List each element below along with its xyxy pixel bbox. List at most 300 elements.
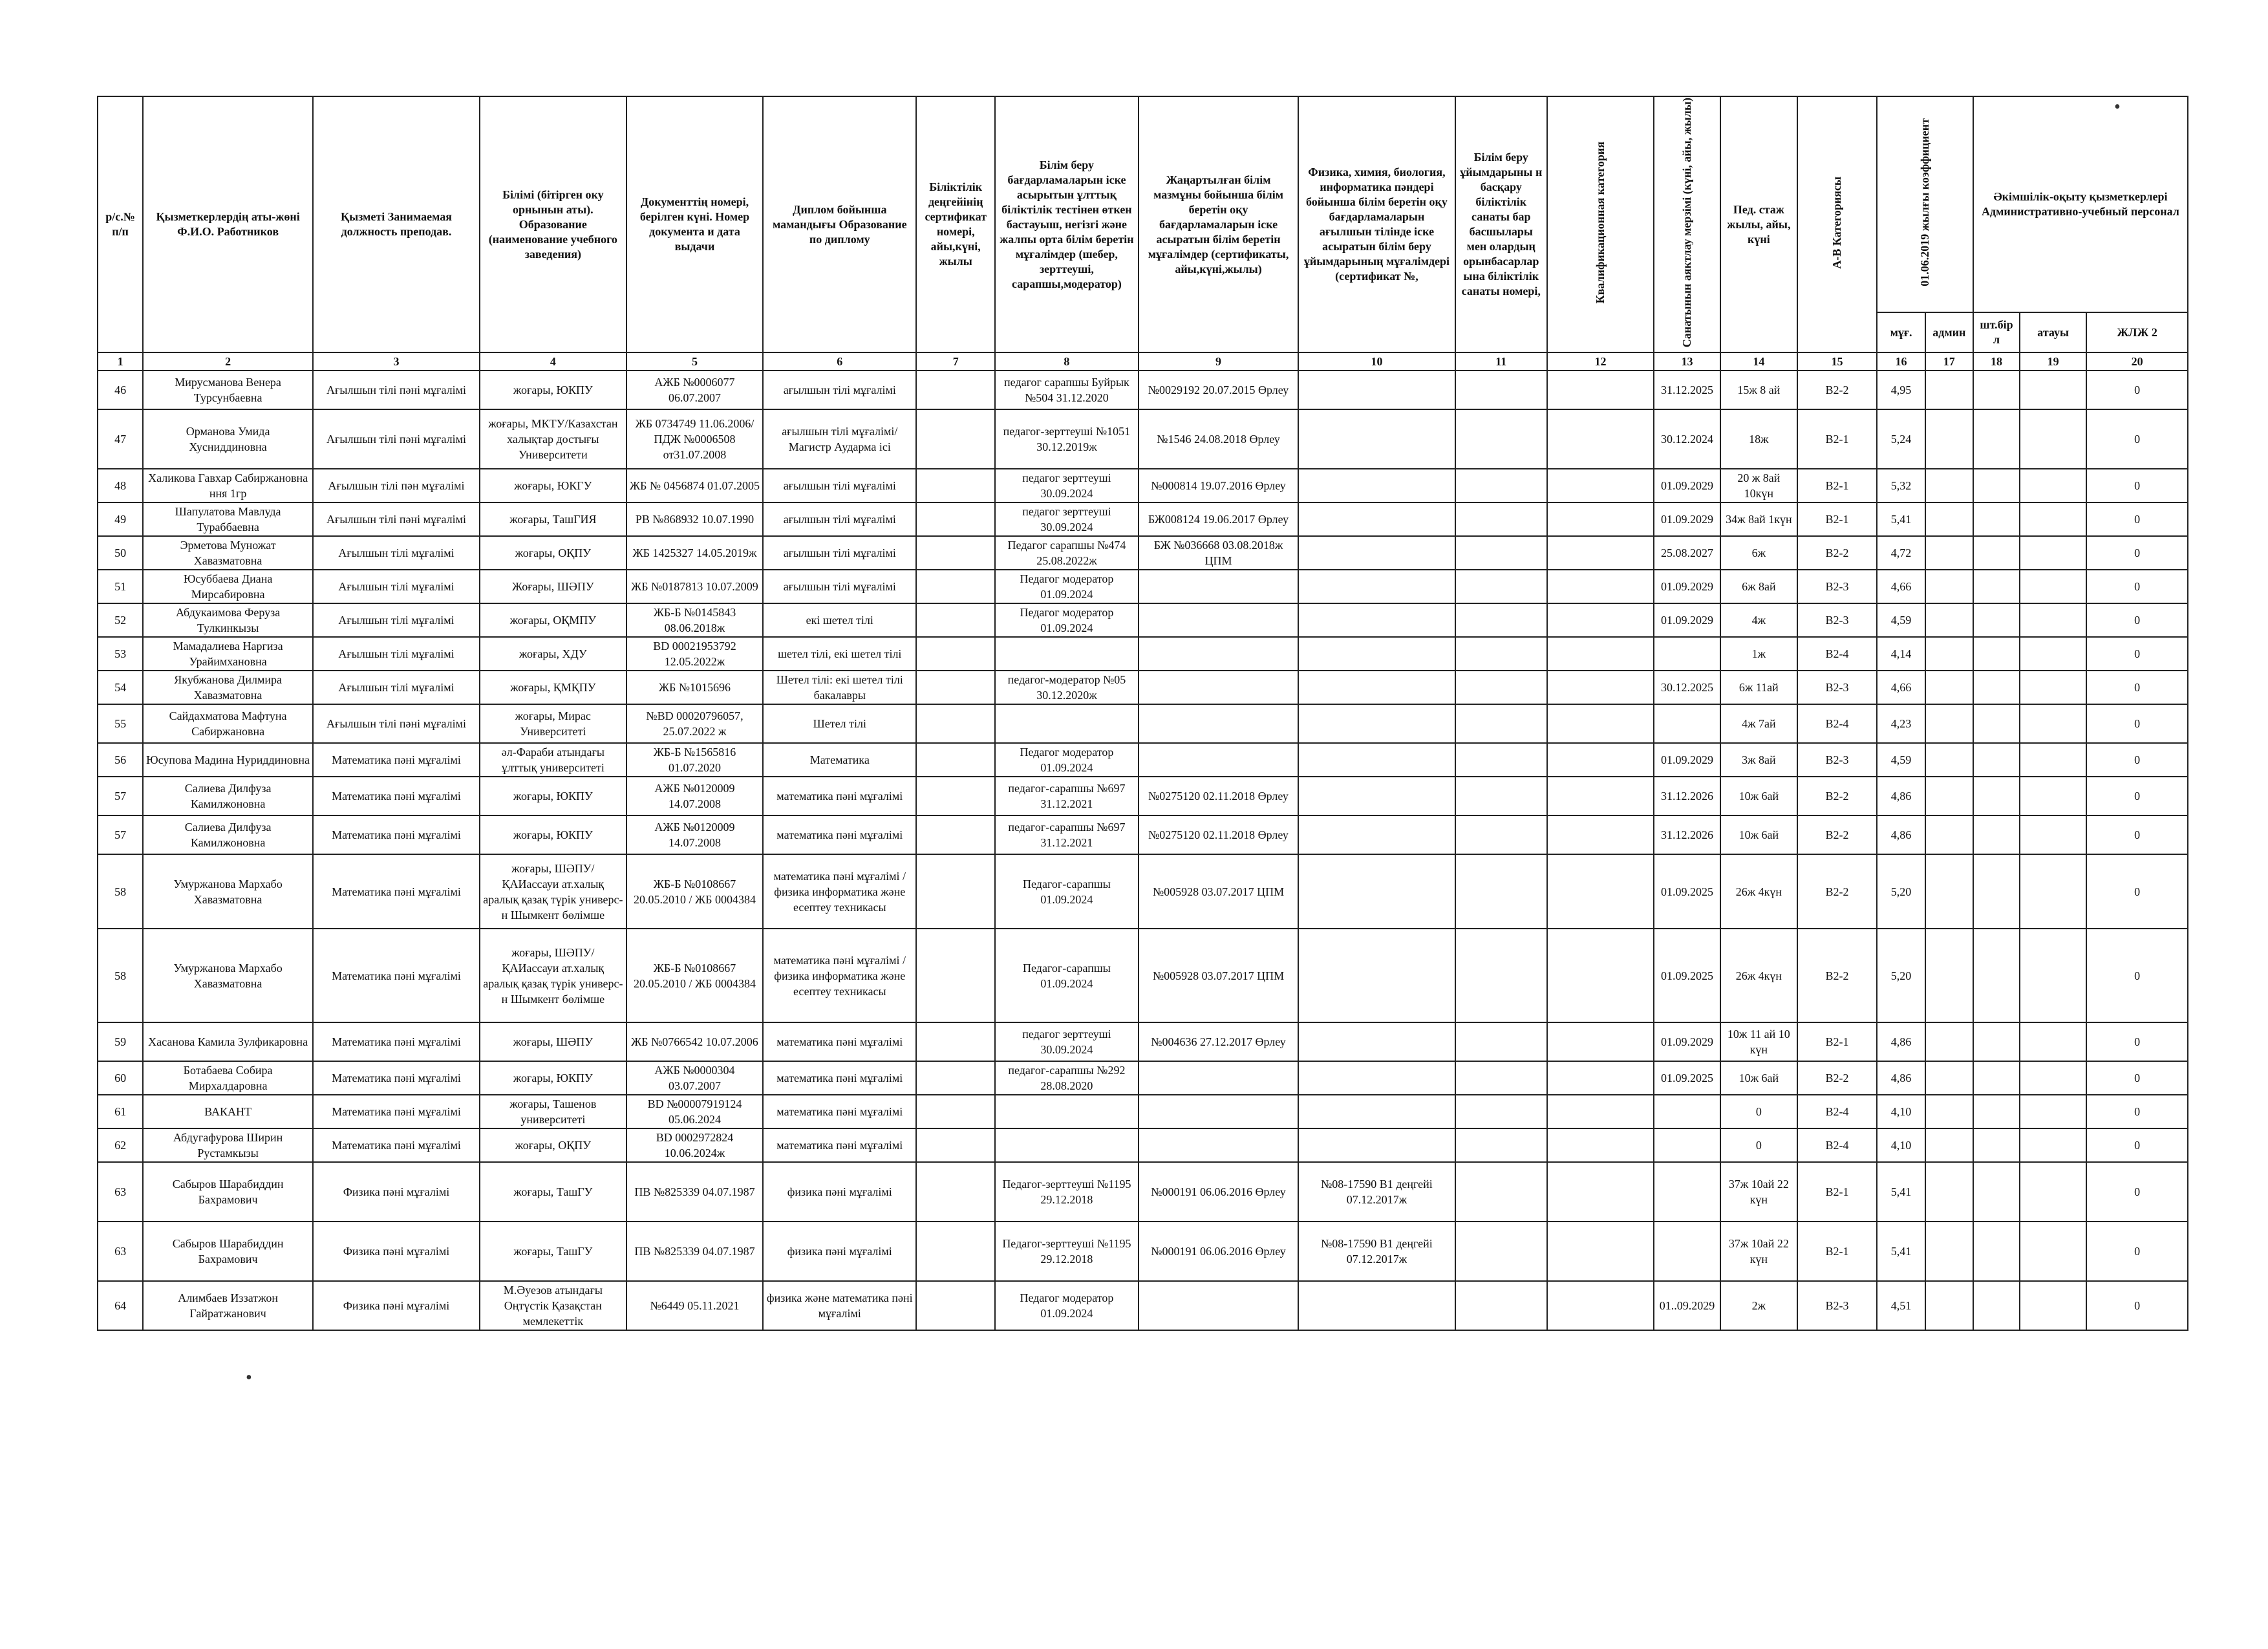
admin-title xyxy=(2020,815,2086,854)
row-number: 63 xyxy=(98,1162,143,1222)
admin-title xyxy=(2020,704,2086,743)
row-number: 47 xyxy=(98,409,143,469)
employee-name: Сабыров Шарабиддин Бахрамович xyxy=(143,1162,313,1222)
jlzh-value: 0 xyxy=(2086,1222,2188,1281)
qualification-category xyxy=(1547,469,1654,502)
category-expiry: 01.09.2029 xyxy=(1654,1022,1720,1061)
ab-category: В2-2 xyxy=(1797,1061,1878,1095)
category-expiry: 01.09.2029 xyxy=(1654,603,1720,637)
staff-unit xyxy=(1973,777,2020,815)
category-expiry xyxy=(1654,704,1720,743)
management-category xyxy=(1455,371,1547,409)
national-test: Педагог сарапшы №474 25.08.2022ж xyxy=(995,536,1139,570)
education: жоғары, ШӘПУ xyxy=(480,1022,626,1061)
updated-content-cert xyxy=(1139,1281,1299,1330)
updated-content-cert: №000814 19.07.2016 Өрлеу xyxy=(1139,469,1299,502)
document-number: ПВ №825339 04.07.1987 xyxy=(626,1162,763,1222)
education: жоғары, ЮКПУ xyxy=(480,1061,626,1095)
row-number: 56 xyxy=(98,743,143,777)
column-number: 14 xyxy=(1720,352,1797,371)
coefficient-teacher: 4,86 xyxy=(1877,815,1925,854)
national-test: педагог сарапшы Буйрык №504 31.12.2020 xyxy=(995,371,1139,409)
admin-title xyxy=(2020,1281,2086,1330)
row-number: 58 xyxy=(98,854,143,929)
table-row xyxy=(98,409,2188,469)
admin-title xyxy=(2020,570,2086,603)
ab-category: В2-1 xyxy=(1797,502,1878,536)
english-teaching-cert xyxy=(1298,637,1455,671)
document-number: ЖБ-Б №0145843 08.06.2018ж xyxy=(626,603,763,637)
document-number: АЖБ №0000304 03.07.2007 xyxy=(626,1061,763,1095)
certificate xyxy=(916,929,995,1022)
table-row xyxy=(98,815,2188,854)
staff-unit xyxy=(1973,743,2020,777)
admin-title xyxy=(2020,854,2086,929)
coefficient-teacher: 4,66 xyxy=(1877,570,1925,603)
qualification-category xyxy=(1547,743,1654,777)
english-teaching-cert xyxy=(1298,371,1455,409)
coefficient-teacher: 4,10 xyxy=(1877,1095,1925,1128)
certificate xyxy=(916,502,995,536)
coefficient-teacher: 5,41 xyxy=(1877,1222,1925,1281)
row-number: 58 xyxy=(98,929,143,1022)
updated-content-cert xyxy=(1139,1095,1299,1128)
document-number: ЖБ № 0456874 01.07.2005 xyxy=(626,469,763,502)
document-number: АЖБ №0120009 14.07.2008 xyxy=(626,815,763,854)
column-number-row xyxy=(98,352,2188,371)
diploma-specialty: Математика xyxy=(763,743,916,777)
row-number: 61 xyxy=(98,1095,143,1128)
teaching-experience: 18ж xyxy=(1720,409,1797,469)
national-test: Педагог модератор 01.09.2024 xyxy=(995,743,1139,777)
teaching-experience: 2ж xyxy=(1720,1281,1797,1330)
jlzh-value: 0 xyxy=(2086,1095,2188,1128)
education: жоғары, ШӘПУ/ ҚАИассауи ат.халық аралық қазақ түрік универс-н Шымкент бөлімше xyxy=(480,929,626,1022)
management-category xyxy=(1455,704,1547,743)
ab-category: В2-1 xyxy=(1797,1022,1878,1061)
teaching-experience: 26ж 4күн xyxy=(1720,929,1797,1022)
coefficient-admin xyxy=(1925,1162,1973,1222)
management-category xyxy=(1455,603,1547,637)
teaching-experience: 34ж 8ай 1күн xyxy=(1720,502,1797,536)
national-test: педагог-сарапшы №697 31.12.2021 xyxy=(995,815,1139,854)
ab-category: В2-3 xyxy=(1797,743,1878,777)
column-number: 5 xyxy=(626,352,763,371)
coefficient-teacher: 4,23 xyxy=(1877,704,1925,743)
header-ab-category: А-В Категориясы xyxy=(1797,96,1878,352)
certificate xyxy=(916,1222,995,1281)
staff-unit xyxy=(1973,536,2020,570)
coefficient-teacher: 5,20 xyxy=(1877,854,1925,929)
employee-name: Умуржанова Мархабо Хавазматовна xyxy=(143,854,313,929)
diploma-specialty: математика пәні мұғалімі xyxy=(763,1128,916,1162)
category-expiry xyxy=(1654,1128,1720,1162)
category-expiry xyxy=(1654,637,1720,671)
employee-name: Умуржанова Мархабо Хавазматовна xyxy=(143,929,313,1022)
qualification-category xyxy=(1547,536,1654,570)
document-number: BD №00007919124 05.06.2024 xyxy=(626,1095,763,1128)
table-row xyxy=(98,502,2188,536)
english-teaching-cert xyxy=(1298,671,1455,704)
english-teaching-cert xyxy=(1298,1022,1455,1061)
ab-category: В2-1 xyxy=(1797,1222,1878,1281)
category-expiry: 01.09.2029 xyxy=(1654,502,1720,536)
updated-content-cert: №005928 03.07.2017 ЦПМ xyxy=(1139,929,1299,1022)
coefficient-teacher: 5,20 xyxy=(1877,929,1925,1022)
diploma-specialty: математика пәні мұғалімі xyxy=(763,1095,916,1128)
diploma-specialty: математика пәні мұғалімі xyxy=(763,1022,916,1061)
jlzh-value: 0 xyxy=(2086,469,2188,502)
column-number: 15 xyxy=(1797,352,1878,371)
certificate xyxy=(916,371,995,409)
document-number: АЖБ №0006077 06.07.2007 xyxy=(626,371,763,409)
qualification-category xyxy=(1547,671,1654,704)
coefficient-teacher: 4,66 xyxy=(1877,671,1925,704)
position: Математика пәні мұғалімі xyxy=(313,743,480,777)
table-row xyxy=(98,929,2188,1022)
jlzh-value: 0 xyxy=(2086,637,2188,671)
row-number: 49 xyxy=(98,502,143,536)
row-number: 60 xyxy=(98,1061,143,1095)
ab-category: В2-3 xyxy=(1797,603,1878,637)
row-number: 52 xyxy=(98,603,143,637)
staff-unit xyxy=(1973,469,2020,502)
teaching-experience: 10ж 11 ай 10 күн xyxy=(1720,1022,1797,1061)
table-row xyxy=(98,1281,2188,1330)
education: жоғары, ТашГУ xyxy=(480,1162,626,1222)
employee-name: Абдугафурова Ширин Рустамкызы xyxy=(143,1128,313,1162)
employee-name: Шапулатова Мавлуда Тураббаевна xyxy=(143,502,313,536)
coefficient-teacher: 5,41 xyxy=(1877,1162,1925,1222)
national-test xyxy=(995,704,1139,743)
english-teaching-cert: №08-17590 В1 деңгейі 07.12.2017ж xyxy=(1298,1162,1455,1222)
management-category xyxy=(1455,536,1547,570)
ab-category: В2-3 xyxy=(1797,570,1878,603)
updated-content-cert xyxy=(1139,570,1299,603)
certificate xyxy=(916,1162,995,1222)
staff-unit xyxy=(1973,1281,2020,1330)
updated-content-cert xyxy=(1139,1061,1299,1095)
management-category xyxy=(1455,409,1547,469)
teaching-experience: 4ж 7ай xyxy=(1720,704,1797,743)
coefficient-teacher: 5,32 xyxy=(1877,469,1925,502)
education: жоғары, ЮКГУ xyxy=(480,469,626,502)
staff-register-table xyxy=(97,96,2188,1331)
category-expiry: 30.12.2024 xyxy=(1654,409,1720,469)
position: Ағылшын тілі пәні мұғалімі xyxy=(313,502,480,536)
coefficient-teacher: 5,41 xyxy=(1877,502,1925,536)
ab-category: В2-2 xyxy=(1797,815,1878,854)
employee-name: Юсуббаева Диана Мирсабировна xyxy=(143,570,313,603)
employee-name: Сайдахматова Мафтуна Сабиржановна xyxy=(143,704,313,743)
coefficient-admin xyxy=(1925,815,1973,854)
management-category xyxy=(1455,1095,1547,1128)
jlzh-value: 0 xyxy=(2086,815,2188,854)
updated-content-cert xyxy=(1139,704,1299,743)
coefficient-admin xyxy=(1925,1128,1973,1162)
register-body xyxy=(98,371,2188,1330)
coefficient-admin xyxy=(1925,502,1973,536)
qualification-category xyxy=(1547,502,1654,536)
certificate xyxy=(916,671,995,704)
position: Математика пәні мұғалімі xyxy=(313,777,480,815)
ab-category: В2-2 xyxy=(1797,777,1878,815)
national-test: Педагог-зерттеуші №1195 29.12.2018 xyxy=(995,1162,1139,1222)
english-teaching-cert xyxy=(1298,929,1455,1022)
english-teaching-cert: №08-17590 В1 деңгейі 07.12.2017ж xyxy=(1298,1222,1455,1281)
coefficient-admin xyxy=(1925,704,1973,743)
document-number: ЖБ №1015696 xyxy=(626,671,763,704)
diploma-specialty: физика пәні мұғалімі xyxy=(763,1222,916,1281)
updated-content-cert xyxy=(1139,671,1299,704)
coefficient-admin xyxy=(1925,929,1973,1022)
education: жоғары, ТашГИЯ xyxy=(480,502,626,536)
column-number: 20 xyxy=(2086,352,2188,371)
jlzh-value: 0 xyxy=(2086,570,2188,603)
row-number: 51 xyxy=(98,570,143,603)
qualification-category xyxy=(1547,704,1654,743)
jlzh-value: 0 xyxy=(2086,1022,2188,1061)
national-test xyxy=(995,1128,1139,1162)
qualification-category xyxy=(1547,1281,1654,1330)
header-management-category: Білім беру ұйымдарыны н басқару біліктілік санаты бар басшылары мен олардың орынбасарлар ына біліктілік санаты номері, xyxy=(1455,96,1547,352)
staff-unit xyxy=(1973,1095,2020,1128)
column-number: 9 xyxy=(1139,352,1299,371)
jlzh-value: 0 xyxy=(2086,929,2188,1022)
teaching-experience: 4ж xyxy=(1720,603,1797,637)
employee-name: Абдукаимова Феруза Тулкинкызы xyxy=(143,603,313,637)
category-expiry: 01.09.2025 xyxy=(1654,929,1720,1022)
coefficient-teacher: 4,86 xyxy=(1877,777,1925,815)
coefficient-teacher: 4,51 xyxy=(1877,1281,1925,1330)
coefficient-admin xyxy=(1925,777,1973,815)
national-test: Педагог-зерттеуші №1195 29.12.2018 xyxy=(995,1222,1139,1281)
national-test: Педагог модератор 01.09.2024 xyxy=(995,570,1139,603)
teaching-experience: 1ж xyxy=(1720,637,1797,671)
coefficient-admin xyxy=(1925,603,1973,637)
ab-category: В2-1 xyxy=(1797,469,1878,502)
ab-category: В2-4 xyxy=(1797,704,1878,743)
position: Ағылшын тілі пәні мұғалімі xyxy=(313,409,480,469)
certificate xyxy=(916,1095,995,1128)
document-number: ЖБ 1425327 14.05.2019ж xyxy=(626,536,763,570)
table-row xyxy=(98,469,2188,502)
management-category xyxy=(1455,502,1547,536)
position: Ағылшын тілі пәні мұғалімі xyxy=(313,371,480,409)
education: жоғары, Ташенов университеті xyxy=(480,1095,626,1128)
position: Ағылшын тілі пәні мұғалімі xyxy=(313,704,480,743)
document-number: №BD 00020796057, 25.07.2022 ж xyxy=(626,704,763,743)
admin-title xyxy=(2020,371,2086,409)
updated-content-cert xyxy=(1139,603,1299,637)
english-teaching-cert xyxy=(1298,1281,1455,1330)
row-number: 54 xyxy=(98,671,143,704)
jlzh-value: 0 xyxy=(2086,502,2188,536)
english-teaching-cert xyxy=(1298,704,1455,743)
diploma-specialty: екі шетел тілі xyxy=(763,603,916,637)
national-test: Педагог-сарапшы 01.09.2024 xyxy=(995,929,1139,1022)
national-test: педагог-сарапшы №292 28.08.2020 xyxy=(995,1061,1139,1095)
qualification-category xyxy=(1547,409,1654,469)
row-number: 63 xyxy=(98,1222,143,1281)
national-test xyxy=(995,637,1139,671)
diploma-specialty: ағылшын тілі мұғалімі/Магистр Аударма ісі xyxy=(763,409,916,469)
national-test: Педагог-сарапшы 01.09.2024 xyxy=(995,854,1139,929)
certificate xyxy=(916,409,995,469)
coefficient-admin xyxy=(1925,1095,1973,1128)
qualification-category xyxy=(1547,570,1654,603)
coefficient-admin xyxy=(1925,409,1973,469)
category-expiry: 31.12.2026 xyxy=(1654,777,1720,815)
table-row xyxy=(98,637,2188,671)
column-number: 1 xyxy=(98,352,143,371)
document-number: BD 0002972824 10.06.2024ж xyxy=(626,1128,763,1162)
table-row xyxy=(98,1061,2188,1095)
header-document: Документтің номері, берілген күні. Номер документа и дата выдачи xyxy=(626,96,763,352)
employee-name: Эрметова Муножат Хавазматовна xyxy=(143,536,313,570)
national-test: Педагог модератор 01.09.2024 xyxy=(995,1281,1139,1330)
admin-title xyxy=(2020,637,2086,671)
updated-content-cert: №0275120 02.11.2018 Өрлеу xyxy=(1139,777,1299,815)
english-teaching-cert xyxy=(1298,570,1455,603)
header-sub-staff-unit: шт.бір л xyxy=(1973,312,2020,352)
document-number: BD 00021953792 12.05.2022ж xyxy=(626,637,763,671)
ab-category: В2-3 xyxy=(1797,1281,1878,1330)
jlzh-value: 0 xyxy=(2086,743,2188,777)
teaching-experience: 6ж 11ай xyxy=(1720,671,1797,704)
education: жоғары, ОҚПУ xyxy=(480,536,626,570)
education: жоғары, ОҚМПУ xyxy=(480,603,626,637)
coefficient-admin xyxy=(1925,637,1973,671)
document-number: ЖБ 0734749 11.06.2006/ПДЖ №0006508 от31.07.2008 xyxy=(626,409,763,469)
diploma-specialty: Шетел тілі: екі шетел тілі бакалавры xyxy=(763,671,916,704)
staff-unit xyxy=(1973,570,2020,603)
header-national-test: Білім беру бағдарламаларын іске асырытын ұлттық біліктілік тестінен өткен бастауыш, негізгі және жалпы орта білім беретін мұғалімдер (шебер, зерттеуші, сарапшы,модератор) xyxy=(995,96,1139,352)
jlzh-value: 0 xyxy=(2086,777,2188,815)
category-expiry: 01.09.2025 xyxy=(1654,1061,1720,1095)
certificate xyxy=(916,704,995,743)
education: Жоғары, ШӘПУ xyxy=(480,570,626,603)
table-row xyxy=(98,570,2188,603)
position: Ағылшын тілі мұғалімі xyxy=(313,570,480,603)
qualification-category xyxy=(1547,929,1654,1022)
table-row xyxy=(98,1095,2188,1128)
national-test: педагог-сарапшы №697 31.12.2021 xyxy=(995,777,1139,815)
document-number: ЖБ №0187813 10.07.2009 xyxy=(626,570,763,603)
jlzh-value: 0 xyxy=(2086,371,2188,409)
updated-content-cert: №000191 06.06.2016 Өрлеу xyxy=(1139,1162,1299,1222)
column-number: 13 xyxy=(1654,352,1720,371)
english-teaching-cert xyxy=(1298,502,1455,536)
admin-title xyxy=(2020,1022,2086,1061)
teaching-experience: 10ж 6ай xyxy=(1720,777,1797,815)
management-category xyxy=(1455,743,1547,777)
certificate xyxy=(916,815,995,854)
qualification-category xyxy=(1547,854,1654,929)
header-full-name: Қызметкерлердің аты-жөні Ф.И.О. Работников xyxy=(143,96,313,352)
english-teaching-cert xyxy=(1298,1128,1455,1162)
management-category xyxy=(1455,1162,1547,1222)
staff-unit xyxy=(1973,854,2020,929)
coefficient-admin xyxy=(1925,671,1973,704)
table-row xyxy=(98,1128,2188,1162)
teaching-experience: 37ж 10ай 22 күн xyxy=(1720,1222,1797,1281)
english-teaching-cert xyxy=(1298,469,1455,502)
coefficient-admin xyxy=(1925,1061,1973,1095)
qualification-category xyxy=(1547,1095,1654,1128)
header-qualification-category: Квалификационная категория xyxy=(1547,96,1654,352)
management-category xyxy=(1455,1022,1547,1061)
staff-unit xyxy=(1973,671,2020,704)
staff-unit xyxy=(1973,815,2020,854)
certificate xyxy=(916,603,995,637)
document-number: ЖБ-Б №0108667 20.05.2010 / ЖБ 0004384 xyxy=(626,929,763,1022)
position: Математика пәні мұғалімі xyxy=(313,1022,480,1061)
updated-content-cert: №1546 24.08.2018 Өрлеу xyxy=(1139,409,1299,469)
english-teaching-cert xyxy=(1298,1095,1455,1128)
education: жоғары, МКТУ/Казахстан халықтар достығы Университети xyxy=(480,409,626,469)
updated-content-cert xyxy=(1139,637,1299,671)
position: Математика пәні мұғалімі xyxy=(313,1061,480,1095)
column-number: 17 xyxy=(1925,352,1973,371)
jlzh-value: 0 xyxy=(2086,1281,2188,1330)
category-expiry: 01.09.2029 xyxy=(1654,469,1720,502)
qualification-category xyxy=(1547,1128,1654,1162)
qualification-category xyxy=(1547,1222,1654,1281)
category-expiry xyxy=(1654,1222,1720,1281)
diploma-specialty: шетел тілі, екі шетел тілі xyxy=(763,637,916,671)
coefficient-admin xyxy=(1925,854,1973,929)
ab-category: В2-4 xyxy=(1797,1128,1878,1162)
certificate xyxy=(916,1281,995,1330)
admin-title xyxy=(2020,1162,2086,1222)
teaching-experience: 6ж 8ай xyxy=(1720,570,1797,603)
table-row xyxy=(98,1222,2188,1281)
ab-category: В2-4 xyxy=(1797,637,1878,671)
employee-name: Мамадалиева Наргиза Урайимхановна xyxy=(143,637,313,671)
document-number: АЖБ №0120009 14.07.2008 xyxy=(626,777,763,815)
jlzh-value: 0 xyxy=(2086,671,2188,704)
category-expiry xyxy=(1654,1095,1720,1128)
jlzh-value: 0 xyxy=(2086,854,2188,929)
staff-unit xyxy=(1973,1162,2020,1222)
table-row xyxy=(98,1162,2188,1222)
education: жоғары, ОҚПУ xyxy=(480,1128,626,1162)
ab-category: В2-1 xyxy=(1797,1162,1878,1222)
position: Математика пәні мұғалімі xyxy=(313,1128,480,1162)
management-category xyxy=(1455,854,1547,929)
teaching-experience: 6ж xyxy=(1720,536,1797,570)
category-expiry: 31.12.2026 xyxy=(1654,815,1720,854)
jlzh-value: 0 xyxy=(2086,409,2188,469)
english-teaching-cert xyxy=(1298,1061,1455,1095)
certificate xyxy=(916,1061,995,1095)
staff-unit xyxy=(1973,1128,2020,1162)
certificate xyxy=(916,1022,995,1061)
table-row xyxy=(98,671,2188,704)
national-test: Педагог модератор 01.09.2024 xyxy=(995,603,1139,637)
category-expiry: 01..09.2029 xyxy=(1654,1281,1720,1330)
certificate xyxy=(916,854,995,929)
updated-content-cert: №000191 06.06.2016 Өрлеу xyxy=(1139,1222,1299,1281)
coefficient-teacher: 4,72 xyxy=(1877,536,1925,570)
national-test: педагог зерттеуші 30.09.2024 xyxy=(995,469,1139,502)
national-test: педагог-модератор №05 30.12.2020ж xyxy=(995,671,1139,704)
management-category xyxy=(1455,637,1547,671)
education: жоғары, Мирас Университеті xyxy=(480,704,626,743)
staff-unit xyxy=(1973,1222,2020,1281)
coefficient-teacher: 4,95 xyxy=(1877,371,1925,409)
